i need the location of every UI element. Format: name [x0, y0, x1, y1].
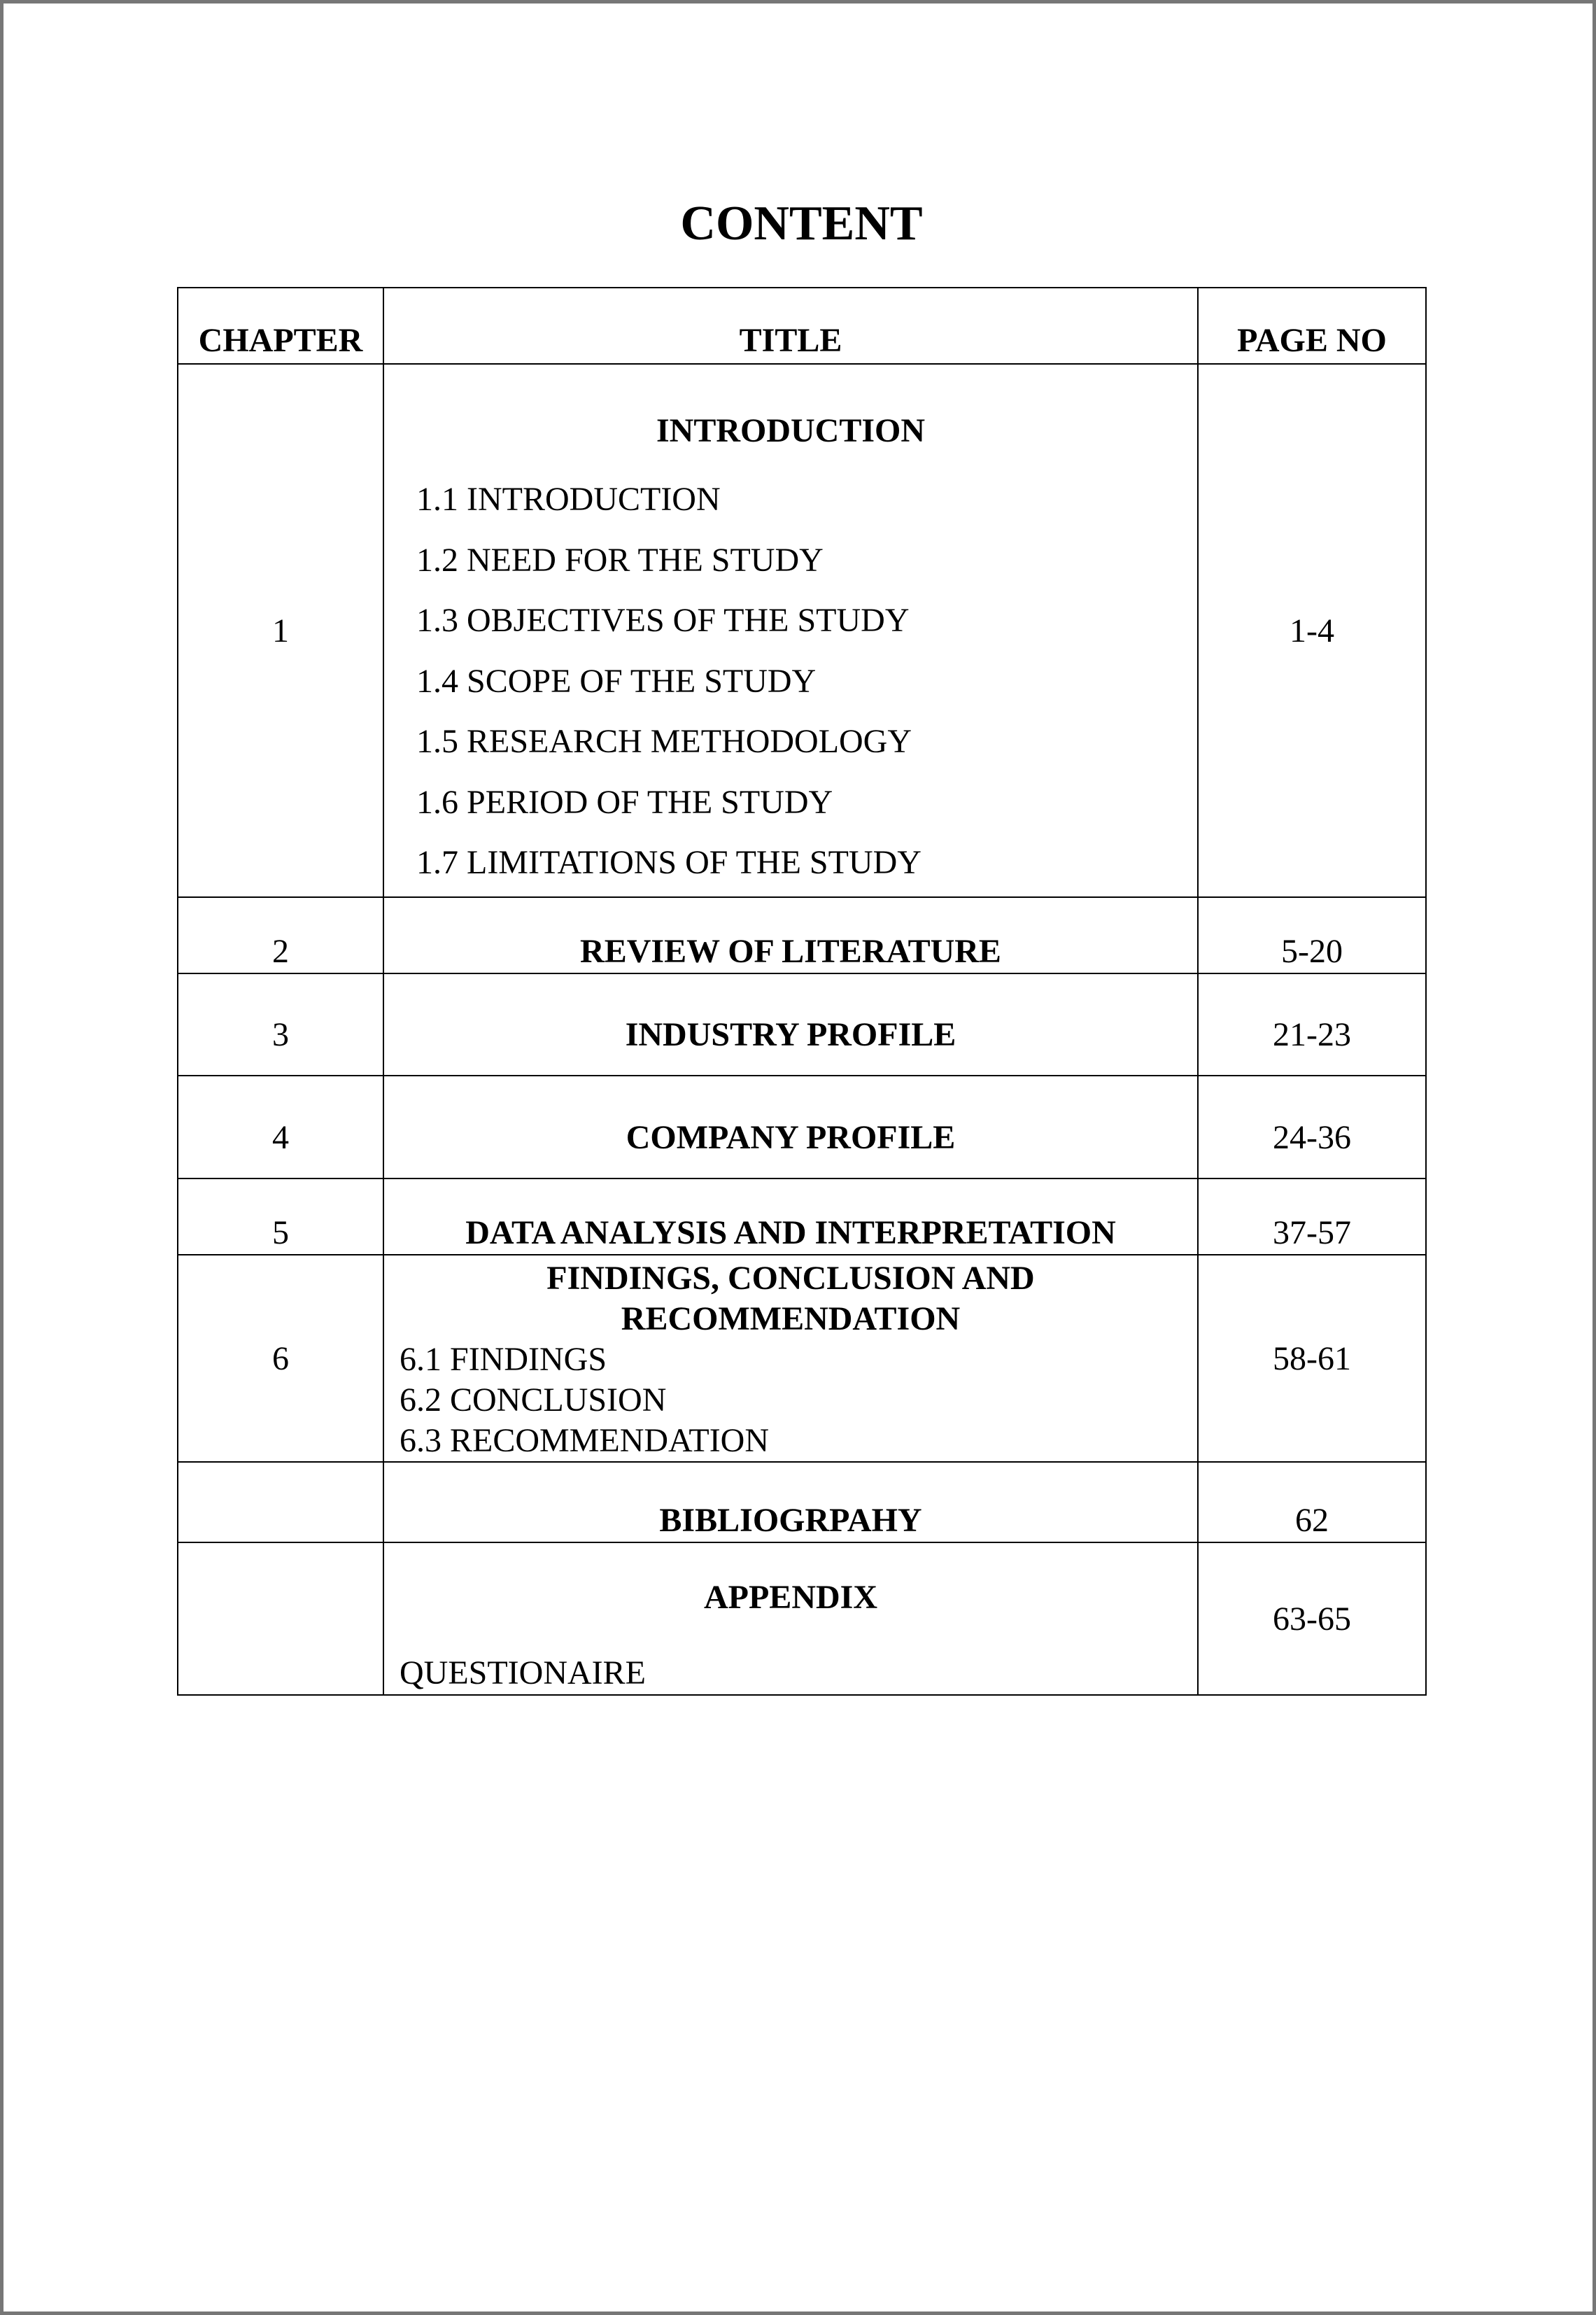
section-list [384, 470, 1197, 894]
chapter-title: DATA ANALYSIS AND INTERPRETATION [383, 1178, 1198, 1255]
page-range: 21-23 [1198, 973, 1426, 1076]
section-item: 1.2 NEED FOR THE STUDY [416, 541, 824, 579]
header-page-no: PAGE NO [1198, 288, 1426, 364]
chapter-title-line: RECOMMENDATION [621, 1300, 961, 1337]
table-row [178, 897, 1426, 973]
page-range: 63-65 [1198, 1542, 1426, 1695]
chapter-title: COMPANY PROFILE [383, 1076, 1198, 1178]
table-row [178, 1255, 1426, 1462]
section-item: QUESTIONAIRE [400, 1654, 646, 1691]
page-range: 62 [1198, 1462, 1426, 1542]
chapter-title: REVIEW OF LITERATURE [383, 897, 1198, 973]
section-item: 1.7 LIMITATIONS OF THE STUDY [416, 844, 921, 881]
table-row [178, 1542, 1426, 1695]
section-item: 1.3 OBJECTIVES OF THE STUDY [416, 602, 910, 639]
chapter-number [178, 1462, 383, 1542]
chapter-title: BIBLIOGRPAHY [383, 1462, 1198, 1542]
chapter-number: 3 [178, 973, 383, 1076]
section-item: 6.1 FINDINGS [400, 1341, 607, 1378]
chapter-number: 2 [178, 897, 383, 973]
chapter-title-cell [383, 364, 1198, 897]
section-item: 6.3 RECOMMENDATION [400, 1422, 769, 1459]
page-range: 5-20 [1198, 897, 1426, 973]
page-range: 58-61 [1198, 1255, 1426, 1462]
section-list [384, 1339, 1197, 1461]
chapter-title-line: FINDINGS, CONCLUSION AND [546, 1260, 1035, 1297]
table-row [178, 1178, 1426, 1255]
table-row [178, 1462, 1426, 1542]
chapter-number: 1 [178, 364, 383, 897]
page-range: 24-36 [1198, 1076, 1426, 1178]
header-title: TITLE [383, 288, 1198, 364]
table-row [178, 1076, 1426, 1178]
chapter-title: APPENDIX [704, 1579, 877, 1616]
chapter-number: 5 [178, 1178, 383, 1255]
section-item: 1.1 INTRODUCTION [416, 481, 721, 518]
header-chapter: CHAPTER [178, 288, 383, 364]
page-range: 1-4 [1198, 364, 1426, 897]
table-row [178, 364, 1426, 897]
chapter-number: 6 [178, 1255, 383, 1462]
section-item: 1.6 PERIOD OF THE STUDY [416, 783, 833, 821]
section-item: 6.2 CONCLUSION [400, 1381, 667, 1419]
page-range: 37-57 [1198, 1178, 1426, 1255]
page-title: CONTENT [680, 197, 923, 251]
contents-table [177, 287, 1427, 1696]
table-row [178, 973, 1426, 1076]
chapter-number [178, 1542, 383, 1695]
chapter-title-cell [383, 1542, 1198, 1695]
chapter-title: INTRODUCTION [656, 412, 926, 449]
chapter-title-cell [383, 1255, 1198, 1462]
chapter-title: INDUSTRY PROFILE [383, 973, 1198, 1076]
table-header-row [178, 288, 1426, 364]
section-item: 1.4 SCOPE OF THE STUDY [416, 662, 817, 700]
chapter-number: 4 [178, 1076, 383, 1178]
section-item: 1.5 RESEARCH METHODOLOGY [416, 723, 912, 760]
